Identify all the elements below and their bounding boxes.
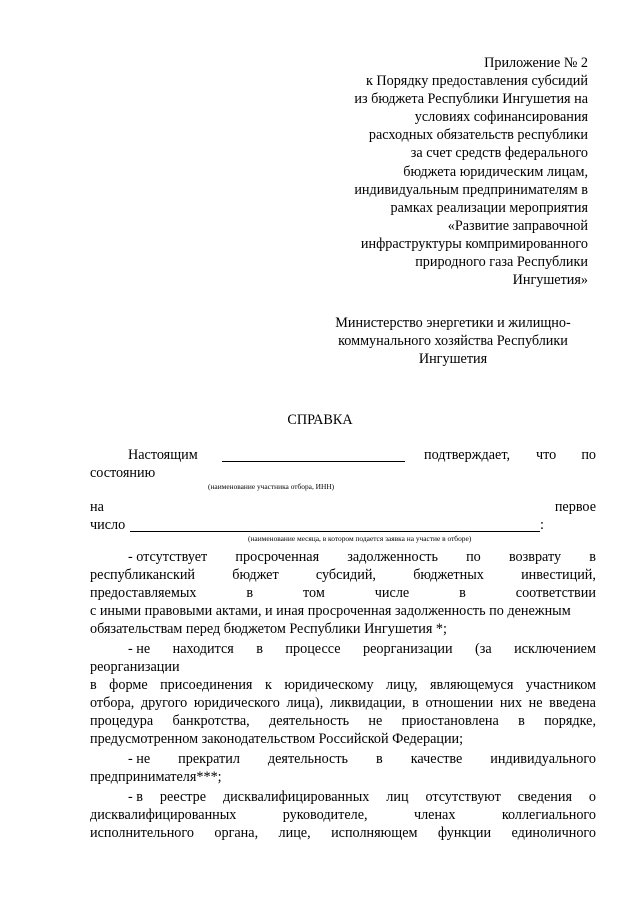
word: числе — [374, 585, 410, 601]
paragraph-line — [90, 806, 596, 824]
word: введена — [549, 695, 596, 711]
paragraph-line: обязательствам перед бюджетом Республики Ингушетия *; — [90, 621, 447, 637]
paragraph-line — [90, 640, 596, 658]
appendix-line: расходных обязательств республики — [368, 127, 588, 144]
word: членах — [413, 807, 456, 823]
word: отсутствуют — [425, 789, 501, 805]
addressee-line: Ингушетия — [418, 351, 488, 368]
word: индивидуального — [490, 751, 596, 767]
word: коллегиального — [501, 807, 596, 823]
field-caption — [90, 482, 596, 492]
word: участником — [525, 677, 596, 693]
word: задолженность — [347, 549, 438, 565]
word: юридическому — [284, 677, 374, 693]
word: исполняющем — [331, 825, 418, 841]
word: - в — [128, 789, 143, 805]
word: лиц — [386, 789, 409, 805]
addressee-line: коммунального хозяйства Республики — [338, 333, 568, 350]
paragraph-line — [90, 824, 596, 842]
participant-name-field[interactable] — [222, 448, 405, 462]
word: реорганизации — [362, 641, 453, 657]
word: в — [459, 585, 466, 601]
paragraph-line — [90, 750, 596, 768]
paragraph-line — [90, 712, 596, 730]
appendix-line: бюджета юридическим лицам, — [403, 163, 588, 180]
paragraph-line — [90, 788, 596, 806]
intro-word: число — [90, 517, 126, 533]
word: руководителе, — [282, 807, 368, 823]
paragraph-line: с иными правовыми актами, и иная просроченная задолженность по денежным — [90, 603, 571, 619]
word: в — [376, 751, 383, 767]
addressee-line: Министерство энергетики и жилищно- — [335, 315, 571, 331]
appendix-line: рамках реализации мероприятия — [390, 199, 588, 216]
word: в — [589, 549, 596, 565]
word: том — [303, 585, 325, 601]
word: отбора, — [90, 695, 135, 711]
intro-word: Настоящим — [128, 447, 198, 463]
intro-line — [90, 498, 596, 516]
word: субсидий, — [315, 567, 376, 583]
field-caption — [90, 534, 596, 544]
word: исключением — [514, 641, 596, 657]
word: прекратил — [178, 751, 240, 767]
word: в — [412, 695, 419, 711]
word: процессе — [285, 641, 341, 657]
appendix-line: условиях софинансирования — [414, 109, 588, 126]
word: не — [368, 713, 383, 729]
word: - не — [128, 751, 151, 767]
intro-line — [90, 446, 596, 464]
word: реестре — [159, 789, 207, 805]
word: лица), — [286, 695, 324, 711]
word: отношении — [425, 695, 494, 711]
word: функции — [437, 825, 492, 841]
word: дисквалифицированных — [90, 807, 237, 823]
word: бюджет — [232, 567, 279, 583]
document-body — [90, 446, 596, 842]
word: банкротства, — [172, 713, 250, 729]
appendix-line: индивидуальным предпринимателям в — [354, 181, 588, 198]
word: лице, — [278, 825, 311, 841]
paragraph-line — [90, 584, 596, 602]
addressee-block — [318, 314, 588, 368]
word: находится — [172, 641, 234, 657]
appendix-header — [330, 54, 588, 289]
month-field[interactable] — [130, 518, 540, 532]
word: дисквалифицированных — [222, 789, 370, 805]
appendix-line: «Развитие заправочной — [447, 217, 588, 234]
appendix-line: к Порядку предоставления субсидий — [365, 73, 588, 90]
word: приостановлена — [401, 713, 499, 729]
intro-line — [90, 516, 596, 534]
paragraph-line — [90, 566, 596, 584]
word: инвестиций, — [521, 567, 596, 583]
intro-word: первое — [554, 499, 596, 515]
word: единоличного — [511, 825, 596, 841]
word: в — [90, 677, 97, 693]
paragraph-line — [90, 694, 596, 712]
paragraph-line — [90, 676, 596, 694]
word: сведения — [517, 789, 572, 805]
word: бюджетных — [413, 567, 484, 583]
word: юридического — [193, 695, 280, 711]
appendix-line: за счет средств федерального — [410, 145, 588, 162]
word: органа, — [214, 825, 259, 841]
word: них — [499, 695, 523, 711]
month-caption: (наименование месяца, в котором подается заявка на участие в отборе) — [248, 534, 472, 543]
word: республиканский — [90, 567, 196, 583]
word: другого — [140, 695, 188, 711]
word: деятельность — [267, 751, 349, 767]
word: по — [466, 549, 481, 565]
word: являющемуся — [429, 677, 514, 693]
word: не — [528, 695, 543, 711]
word: процедура — [90, 713, 154, 729]
word: ликвидации, — [329, 695, 406, 711]
word: в — [256, 641, 263, 657]
word: - не — [128, 641, 151, 657]
word: возврату — [508, 549, 562, 565]
word: просроченная — [235, 549, 320, 565]
word: (за — [475, 641, 492, 657]
word: исполнительного — [90, 825, 194, 841]
document-title: СПРАВКА — [287, 412, 353, 428]
word: порядке, — [544, 713, 596, 729]
word: форме — [109, 677, 148, 693]
intro-colon: : — [540, 517, 544, 533]
paragraph-line — [90, 548, 596, 566]
appendix-line: природного газа Республики — [415, 254, 588, 271]
paragraph-line: реорганизации — [90, 659, 180, 675]
word: в — [246, 585, 254, 601]
word: к — [264, 677, 272, 693]
word: в — [518, 713, 525, 729]
intro-word: состоянию — [90, 465, 156, 481]
word: предоставляемых — [90, 585, 197, 601]
appendix-line: Ингушетия» — [512, 272, 588, 289]
participant-caption: (наименование участника отбора, ИНН) — [208, 482, 335, 491]
paragraph-line: предпринимателя***; — [90, 769, 222, 785]
word: присоединения — [160, 677, 253, 693]
appendix-line: Приложение № 2 — [484, 55, 588, 71]
intro-word: по — [581, 447, 596, 463]
appendix-line: инфраструктуры компримированного — [360, 235, 588, 252]
word: - отсутствует — [128, 549, 208, 565]
intro-word: подтверждает, — [424, 447, 510, 463]
paragraph-line: предусмотренном законодательством Российской Федерации; — [90, 731, 464, 747]
word: лицу, — [386, 677, 418, 693]
word: соответствии — [515, 585, 596, 601]
intro-word: что — [536, 447, 557, 463]
intro-line — [90, 464, 596, 482]
word: качестве — [410, 751, 463, 767]
word: о — [588, 789, 596, 805]
appendix-line: из бюджета Республики Ингушетия на — [354, 91, 588, 108]
word: деятельность — [269, 713, 350, 729]
intro-word: на — [90, 499, 104, 515]
